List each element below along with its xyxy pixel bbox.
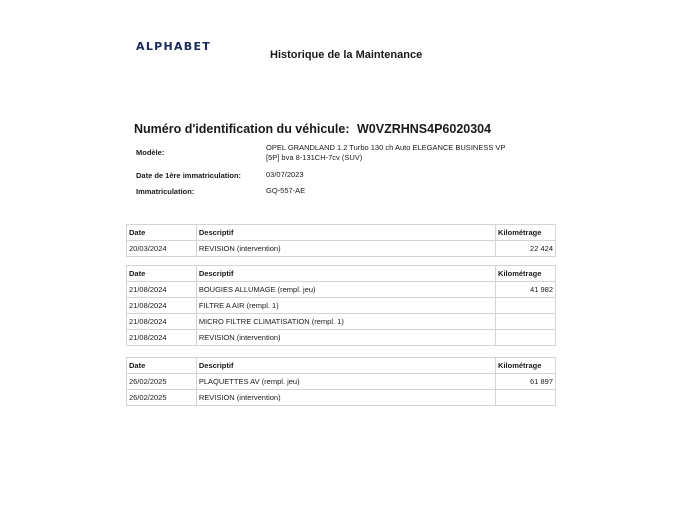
vin-heading — [134, 122, 491, 136]
model-value-line1: OPEL GRANDLAND 1.2 Turbo 130 ch Auto ELEGANCE BUSINESS VP — [266, 143, 506, 152]
first-registration-label: Date de 1ère immatriculation: — [136, 171, 242, 180]
table-row — [127, 298, 556, 314]
maintenance-table-3 — [126, 357, 556, 406]
column-header-mileage: Kilométrage — [496, 225, 556, 241]
cell-description: REVISION (intervention) — [196, 390, 495, 406]
table-row — [127, 282, 556, 298]
table-header-row — [127, 225, 556, 241]
cell-date: 26/02/2025 — [127, 390, 197, 406]
table-row — [127, 314, 556, 330]
cell-description: REVISION (intervention) — [196, 241, 495, 257]
cell-date: 21/08/2024 — [127, 298, 197, 314]
cell-mileage: 22 424 — [496, 241, 556, 257]
column-header-mileage: Kilométrage — [496, 358, 556, 374]
table-row — [127, 241, 556, 257]
cell-date: 21/08/2024 — [127, 282, 197, 298]
maintenance-table-1 — [126, 224, 556, 257]
cell-mileage — [496, 390, 556, 406]
vin-label: Numéro d'identification du véhicule: — [134, 122, 350, 136]
cell-date: 26/02/2025 — [127, 374, 197, 390]
model-value — [266, 143, 541, 163]
model-value-line2: [5P] bva 8-131CH-7cv (SUV) — [266, 153, 363, 162]
cell-mileage — [496, 298, 556, 314]
cell-description: BOUGIES ALLUMAGE (rempl. jeu) — [196, 282, 495, 298]
cell-date: 20/03/2024 — [127, 241, 197, 257]
company-logo: ALPHABET — [136, 40, 212, 53]
model-label: Modèle: — [136, 148, 165, 157]
cell-date: 21/08/2024 — [127, 314, 197, 330]
cell-description: MICRO FILTRE CLIMATISATION (rempl. 1) — [196, 314, 495, 330]
column-header-mileage: Kilométrage — [496, 266, 556, 282]
table-header-row — [127, 266, 556, 282]
cell-description: PLAQUETTES AV (rempl. jeu) — [196, 374, 495, 390]
maintenance-table-2 — [126, 265, 556, 346]
cell-description: FILTRE A AIR (rempl. 1) — [196, 298, 495, 314]
column-header-description: Descriptif — [196, 266, 495, 282]
document-title: Historique de la Maintenance — [270, 49, 423, 61]
first-registration-value: 03/07/2023 — [266, 170, 304, 179]
cell-mileage — [496, 330, 556, 346]
vin-value: W0VZRHNS4P6020304 — [356, 122, 492, 136]
column-header-date: Date — [127, 225, 197, 241]
column-header-date: Date — [127, 358, 197, 374]
cell-mileage: 41 982 — [496, 282, 556, 298]
cell-description: REVISION (intervention) — [196, 330, 495, 346]
cell-mileage — [496, 314, 556, 330]
plate-value: GQ-557-AE — [266, 186, 306, 195]
table-header-row — [127, 358, 556, 374]
column-header-date: Date — [127, 266, 197, 282]
column-header-description: Descriptif — [196, 225, 495, 241]
cell-mileage: 61 897 — [496, 374, 556, 390]
cell-date: 21/08/2024 — [127, 330, 197, 346]
table-row — [127, 330, 556, 346]
table-row — [127, 390, 556, 406]
plate-label: Immatriculation: — [136, 187, 195, 196]
column-header-description: Descriptif — [196, 358, 495, 374]
table-row — [127, 374, 556, 390]
